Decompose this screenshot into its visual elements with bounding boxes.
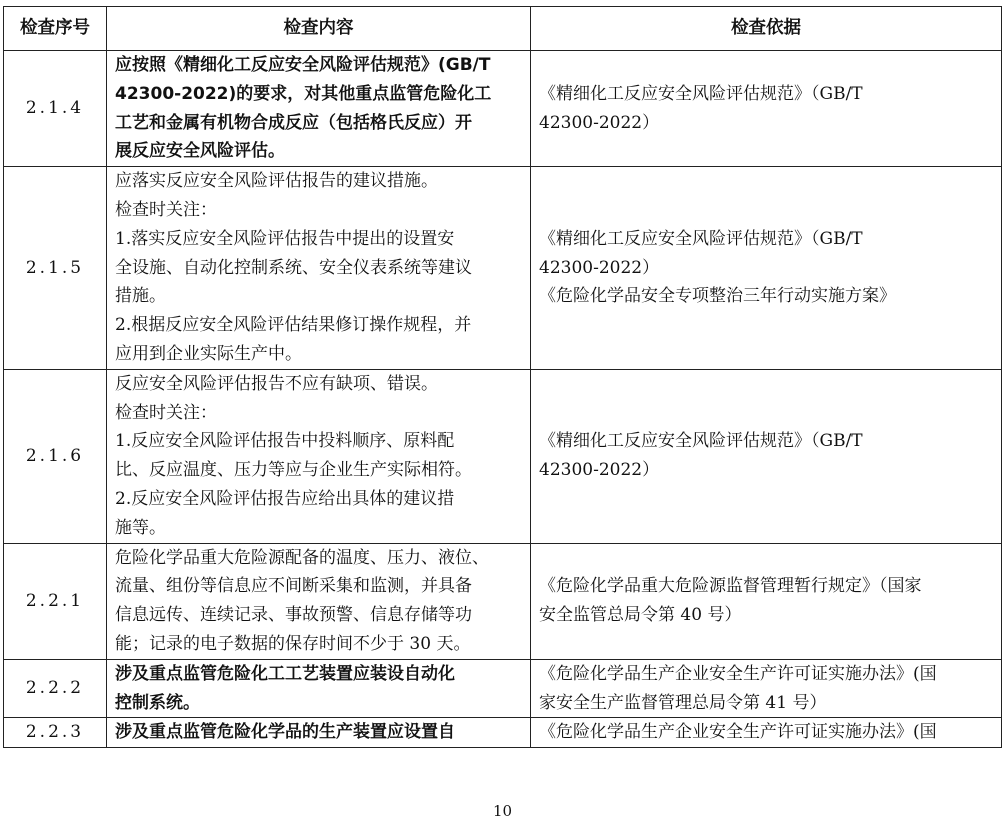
content-line: 2.反应安全风险评估报告应给出具体的建议措: [115, 488, 455, 509]
inspection-table: [3, 6, 1002, 748]
header-inspection-basis: 检查依据: [531, 7, 1002, 51]
content-line: 42300-2022)的要求，对其他重点监管危险化工: [115, 83, 492, 104]
row-content: [107, 543, 531, 659]
content-line: 应落实反应安全风险评估报告的建议措施。: [115, 171, 438, 192]
header-inspection-number: 检查序号: [4, 7, 107, 51]
row-basis: [531, 51, 1002, 167]
basis-line: 《精细化工反应安全风险评估规范》（GB/T: [539, 83, 863, 104]
table-body: [4, 51, 1002, 748]
basis-line: 《危险化学品重大危险源监督管理暂行规定》（国家: [539, 576, 922, 597]
content-line: 2.根据反应安全风险评估结果修订操作规程，并: [115, 315, 472, 336]
row-basis: [531, 167, 1002, 370]
page-number: 10: [492, 802, 513, 820]
basis-line: 42300-2022）: [539, 112, 660, 133]
content-line: 控制系统。: [115, 692, 200, 713]
content-line: 1.落实反应安全风险评估报告中提出的设置安: [115, 228, 455, 249]
content-line: 比、反应温度、压力等应与企业生产实际相符。: [115, 460, 472, 481]
basis-line: 42300-2022）: [539, 460, 660, 481]
basis-line: 《精细化工反应安全风险评估规范》（GB/T: [539, 228, 863, 249]
row-number: 2.1.6: [4, 369, 107, 543]
table-header-row: [4, 7, 1002, 51]
content-line: 检查时关注：: [115, 199, 217, 220]
row-content: [107, 659, 531, 718]
row-content: [107, 718, 531, 748]
basis-line: 家安全生产监督管理总局令第 41 号）: [539, 692, 827, 713]
content-line: 应用到企业实际生产中。: [115, 343, 302, 364]
table-row: [4, 543, 1002, 659]
row-content: [107, 167, 531, 370]
table-row: [4, 167, 1002, 370]
header-inspection-content: 检查内容: [107, 7, 531, 51]
row-basis: [531, 659, 1002, 718]
content-line: 检查时关注：: [115, 402, 217, 423]
content-line: 全设施、自动化控制系统、安全仪表系统等建议: [115, 257, 472, 278]
content-line: 危险化学品重大危险源配备的温度、压力、液位、: [115, 547, 489, 568]
basis-line: 《危险化学品生产企业安全生产许可证实施办法》(国: [539, 722, 937, 743]
content-line: 应按照《精细化工反应安全风险评估规范》(GB/T: [115, 55, 491, 75]
table-row: [4, 369, 1002, 543]
row-content: [107, 51, 531, 167]
table-row: [4, 718, 1002, 748]
content-line: 1.反应安全风险评估报告中投料顺序、原料配: [115, 431, 455, 452]
table-row: [4, 51, 1002, 167]
basis-line: 《危险化学品安全专项整治三年行动实施方案》: [539, 286, 896, 307]
basis-line: 42300-2022）: [539, 257, 660, 278]
content-line: 信息远传、连续记录、事故预警、信息存储等功: [115, 605, 472, 626]
row-number: 2.2.2: [4, 659, 107, 718]
content-line: 措施。: [115, 286, 166, 307]
row-basis: [531, 543, 1002, 659]
row-number: 2.1.5: [4, 167, 107, 370]
row-content: [107, 369, 531, 543]
content-line: 反应安全风险评估报告不应有缺项、错误。: [115, 373, 438, 394]
content-line: 能；记录的电子数据的保存时间不少于 30 天。: [115, 633, 471, 654]
row-number: 2.2.1: [4, 543, 107, 659]
row-number: 2.1.4: [4, 51, 107, 167]
row-basis: [531, 369, 1002, 543]
content-line: 涉及重点监管危险化工工艺装置应装设自动化: [115, 663, 455, 684]
basis-line: 《危险化学品生产企业安全生产许可证实施办法》(国: [539, 663, 937, 684]
content-line: 流量、组份等信息应不间断采集和监测，并具备: [115, 576, 472, 597]
basis-line: 《精细化工反应安全风险评估规范》（GB/T: [539, 431, 863, 452]
basis-line: 安全监管总局令第 40 号）: [539, 605, 742, 626]
content-line: 施等。: [115, 517, 166, 538]
table-row: [4, 659, 1002, 718]
row-number: 2.2.3: [4, 718, 107, 748]
row-basis: [531, 718, 1002, 748]
content-line: 展反应安全风险评估。: [115, 141, 285, 162]
content-line: 工艺和金属有机物合成反应（包括格氏反应）开: [115, 112, 472, 133]
content-line: 涉及重点监管危险化学品的生产装置应设置自: [115, 722, 455, 743]
